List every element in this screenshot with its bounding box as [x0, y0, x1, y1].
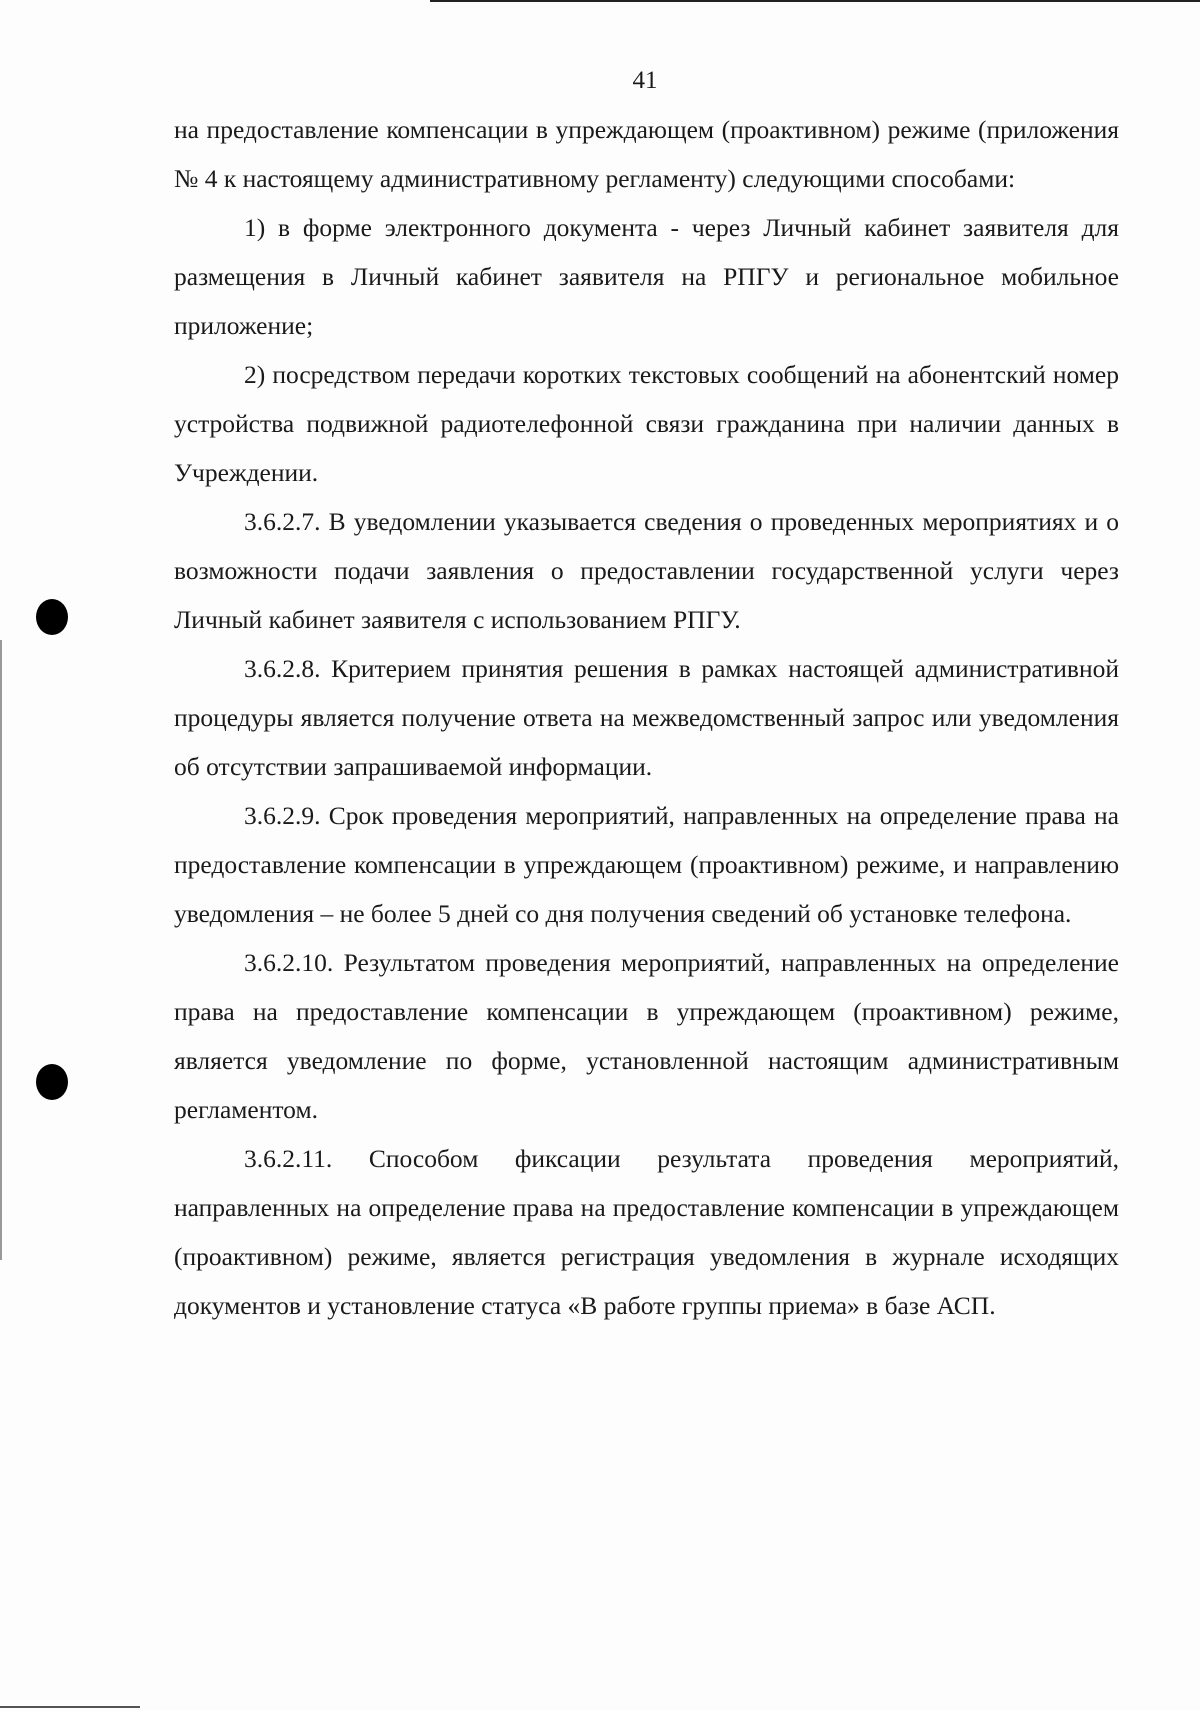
paragraph-3-6-2-10: 3.6.2.10. Результатом проведения мероприятий, направленных на определение права на предоставление компенсации в упреждающем (проактивном) режиме, является уведомление по форме, установленной настоящим административным регламентом. — [174, 948, 1119, 1124]
paragraph-3-6-2-9: 3.6.2.9. Срок проведения мероприятий, направленных на определение права на предоставление компенсации в упреждающем (проактивном) режиме, и направлению уведомления – не более 5 дней со дня получения сведений об установке телефона. — [174, 801, 1119, 928]
scan-top-edge-line — [430, 0, 1200, 2]
paragraph-continuation: на предоставление компенсации в упреждающем (проактивном) режиме (приложения № 4 к настоящему административному регламенту) следующими способами: — [174, 115, 1119, 193]
paragraph-3-6-2-11: 3.6.2.11. Способом фиксации результата проведения мероприятий, направленных на определение права на предоставление компенсации в упреждающем (проактивном) режиме, является регистрация уведомления в журнале исходящих документов и установление статуса «В работе группы приема» в базе АСП. — [174, 1144, 1119, 1320]
paragraph-3-6-2-7: 3.6.2.7. В уведомлении указывается сведения о проведенных мероприятиях и о возможности подачи заявления о предоставлении государственной услуги через Личный кабинет заявителя с использованием РПГУ. — [174, 507, 1119, 634]
punch-hole-icon — [36, 1064, 68, 1100]
scan-bottom-edge-line — [0, 1706, 140, 1708]
paragraph-item-2: 2) посредством передачи коротких текстовых сообщений на абонентский номер устройства подвижной радиотелефонной связи гражданина при наличии данных в Учреждении. — [174, 360, 1119, 487]
paragraph-item-1: 1) в форме электронного документа - через Личный кабинет заявителя для размещения в Личный кабинет заявителя на РПГУ и региональное мобильное приложение; — [174, 213, 1119, 340]
punch-hole-icon — [36, 599, 68, 635]
document-body — [174, 105, 1119, 1330]
page-number: 41 — [632, 67, 658, 94]
paragraph-3-6-2-8: 3.6.2.8. Критерием принятия решения в рамках настоящей административной процедуры является получение ответа на межведомственный запрос или уведомления об отсутствии запрашиваемой информации. — [174, 654, 1119, 781]
scan-left-edge-line — [0, 640, 2, 1260]
